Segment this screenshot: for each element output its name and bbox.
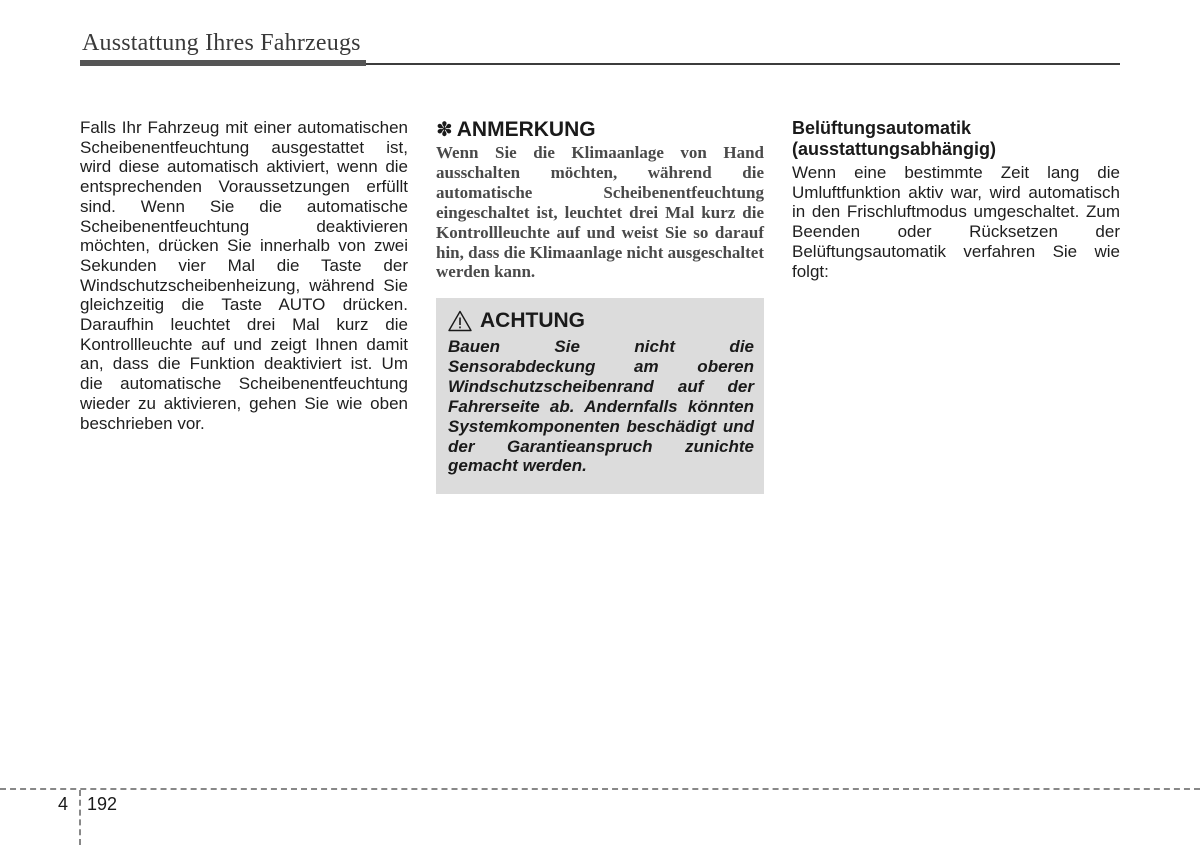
footer-divider [79,790,81,845]
header-rule-thick [80,60,366,66]
note-heading [436,118,764,142]
column-middle [436,118,764,282]
caution-text: Bauen Sie nicht die Sensorabdeckung am oberen Windschutzscheibenrand auf der Fahrerseite ab. Andernfalls könnten Systemkomponenten beschädigt und der Garantieanspruch zunichte gemacht werden. [448,337,754,476]
page-title: Ausstattung Ihres Fahrzeugs [82,30,361,56]
note-text: Wenn Sie die Klimaanlage von Hand ausschalten möchten, während die automatische Scheibenentfeuchtung eingeschaltet ist, leuchtet drei Mal kurz die Kontrollleuchte auf und weist Sie so darauf hin, dass die Klimaanlage nicht ausgeschaltet werden kann. [436,143,764,282]
warning-triangle-icon [448,310,472,332]
chapter-number: 4 [58,794,69,814]
section-heading [792,118,1120,160]
section-heading-line1: Belüftungsautomatik [792,118,972,138]
caution-heading [448,308,754,334]
page-number: 192 [87,794,118,814]
caution-heading-label: ACHTUNG [480,309,585,332]
footer-rule [0,788,1200,790]
ventilation-paragraph: Wenn eine bestimmte Zeit lang die Umluftfunktion aktiv war, wird automatisch in den Frischluftmodus umgeschaltet. Zum Beenden oder Rücksetzen der Belüftungsautomatik verfahren Sie wie folgt: [792,163,1120,281]
defog-paragraph: Falls Ihr Fahrzeug mit einer automatischen Scheibenentfeuchtung ausgestattet ist, wird diese automatisch aktiviert, wenn die entsprechenden Voraussetzungen erfüllt sind. Wenn Sie die automatische Scheibenentfeuchtung deaktivieren möchten, drücken Sie innerhalb von zwei Sekunden vier Mal die Taste der Windschutzscheibenheizung, während Sie gleichzeitig die Taste AUTO drücken. Daraufhin leuchtet drei Mal kurz die Kontrollleuchte auf und zeigt Ihnen damit an, dass die Funktion deaktiviert ist. Um die automatische Scheibenentfeuchtung wieder zu aktivieren, gehen Sie wie oben beschrieben vor. [80,118,408,433]
section-heading-line2: (ausstattungsabhängig) [792,139,997,159]
column-right [792,118,1120,281]
note-heading-label: ANMERKUNG [456,118,596,141]
column-left [80,118,408,433]
caution-box [436,298,764,494]
note-star-icon: ✽ [436,119,453,141]
header-rule [80,60,1120,66]
